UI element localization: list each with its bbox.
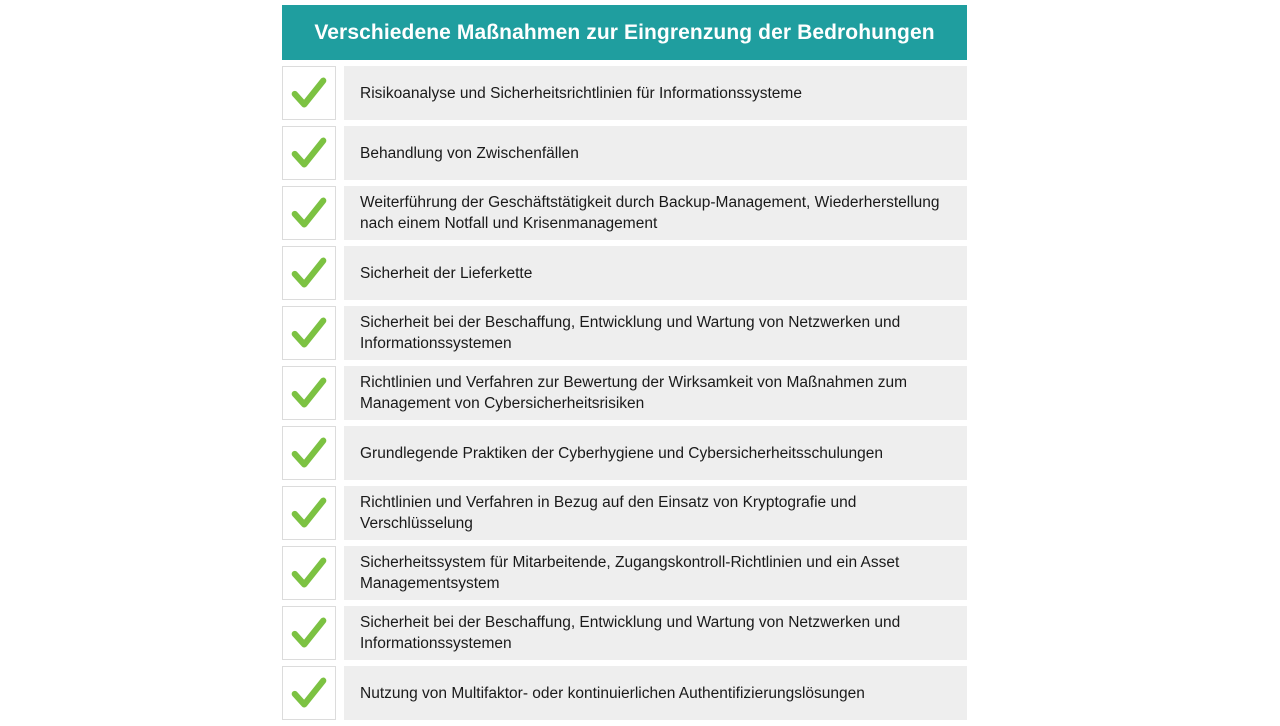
checkbox-cell [282,306,336,360]
item-text: Grundlegende Praktiken der Cyberhygiene und Cybersicherheitsschulungen [360,444,884,462]
check-mark-icon [290,494,328,532]
checkbox-cell [282,66,336,120]
item-text: Sicherheit bei der Beschaffung, Entwicklung und Wartung von Netzwerken und Informationssystemen [360,614,901,652]
list-item [282,246,967,300]
checkbox-cell [282,186,336,240]
item-text: Nutzung von Multifaktor- oder kontinuierlichen Authentifizierungslösungen [360,684,865,702]
checkbox-cell [282,426,336,480]
checkbox-cell [282,606,336,660]
item-text: Behandlung von Zwischenfällen [360,144,579,162]
check-mark-icon [290,374,328,412]
item-text: Risikoanalyse und Sicherheitsrichtlinien für Informationssysteme [360,84,802,102]
checkbox-cell [282,246,336,300]
list-item [282,186,967,240]
check-mark-icon [290,254,328,292]
item-text-cell [344,186,967,240]
item-text: Sicherheit der Lieferkette [360,264,533,282]
measures-panel [282,5,967,726]
list-item [282,546,967,600]
item-text: Weiterführung der Geschäftstätigkeit durch Backup-Management, Wiederherstellung nach einem Notfall und Krisenmanagement [360,194,940,232]
item-text-cell [344,126,967,180]
panel-header [282,5,967,60]
checkbox-cell [282,126,336,180]
checkbox-cell [282,666,336,720]
list-item [282,606,967,660]
check-mark-icon [290,194,328,232]
item-text: Sicherheit bei der Beschaffung, Entwicklung und Wartung von Netzwerken und Informationssystemen [360,314,901,352]
list-item [282,666,967,720]
check-mark-icon [290,554,328,592]
item-text: Richtlinien und Verfahren zur Bewertung der Wirksamkeit von Maßnahmen zum Management von Cybersicherheitsrisiken [360,374,908,412]
checkbox-cell [282,546,336,600]
panel-title: Verschiedene Maßnahmen zur Eingrenzung der Bedrohungen [314,20,935,44]
list-item [282,486,967,540]
checkbox-cell [282,366,336,420]
check-mark-icon [290,74,328,112]
check-mark-icon [290,434,328,472]
item-text: Richtlinien und Verfahren in Bezug auf den Einsatz von Kryptografie und Verschlüsselung [360,494,857,532]
list-item [282,366,967,420]
list-item [282,426,967,480]
item-text-cell [344,666,967,720]
list-item [282,126,967,180]
check-mark-icon [290,134,328,172]
item-text-cell [344,606,967,660]
list-item [282,306,967,360]
check-mark-icon [290,674,328,712]
item-text-cell [344,306,967,360]
item-text: Sicherheitssystem für Mitarbeitende, Zugangskontroll-Richtlinien und ein Asset Managementsystem [360,554,900,592]
checkbox-cell [282,486,336,540]
item-text-cell [344,486,967,540]
item-text-cell [344,66,967,120]
check-mark-icon [290,614,328,652]
item-text-cell [344,426,967,480]
item-text-cell [344,246,967,300]
check-mark-icon [290,314,328,352]
item-text-cell [344,366,967,420]
item-text-cell [344,546,967,600]
measures-list [282,66,967,720]
list-item [282,66,967,120]
